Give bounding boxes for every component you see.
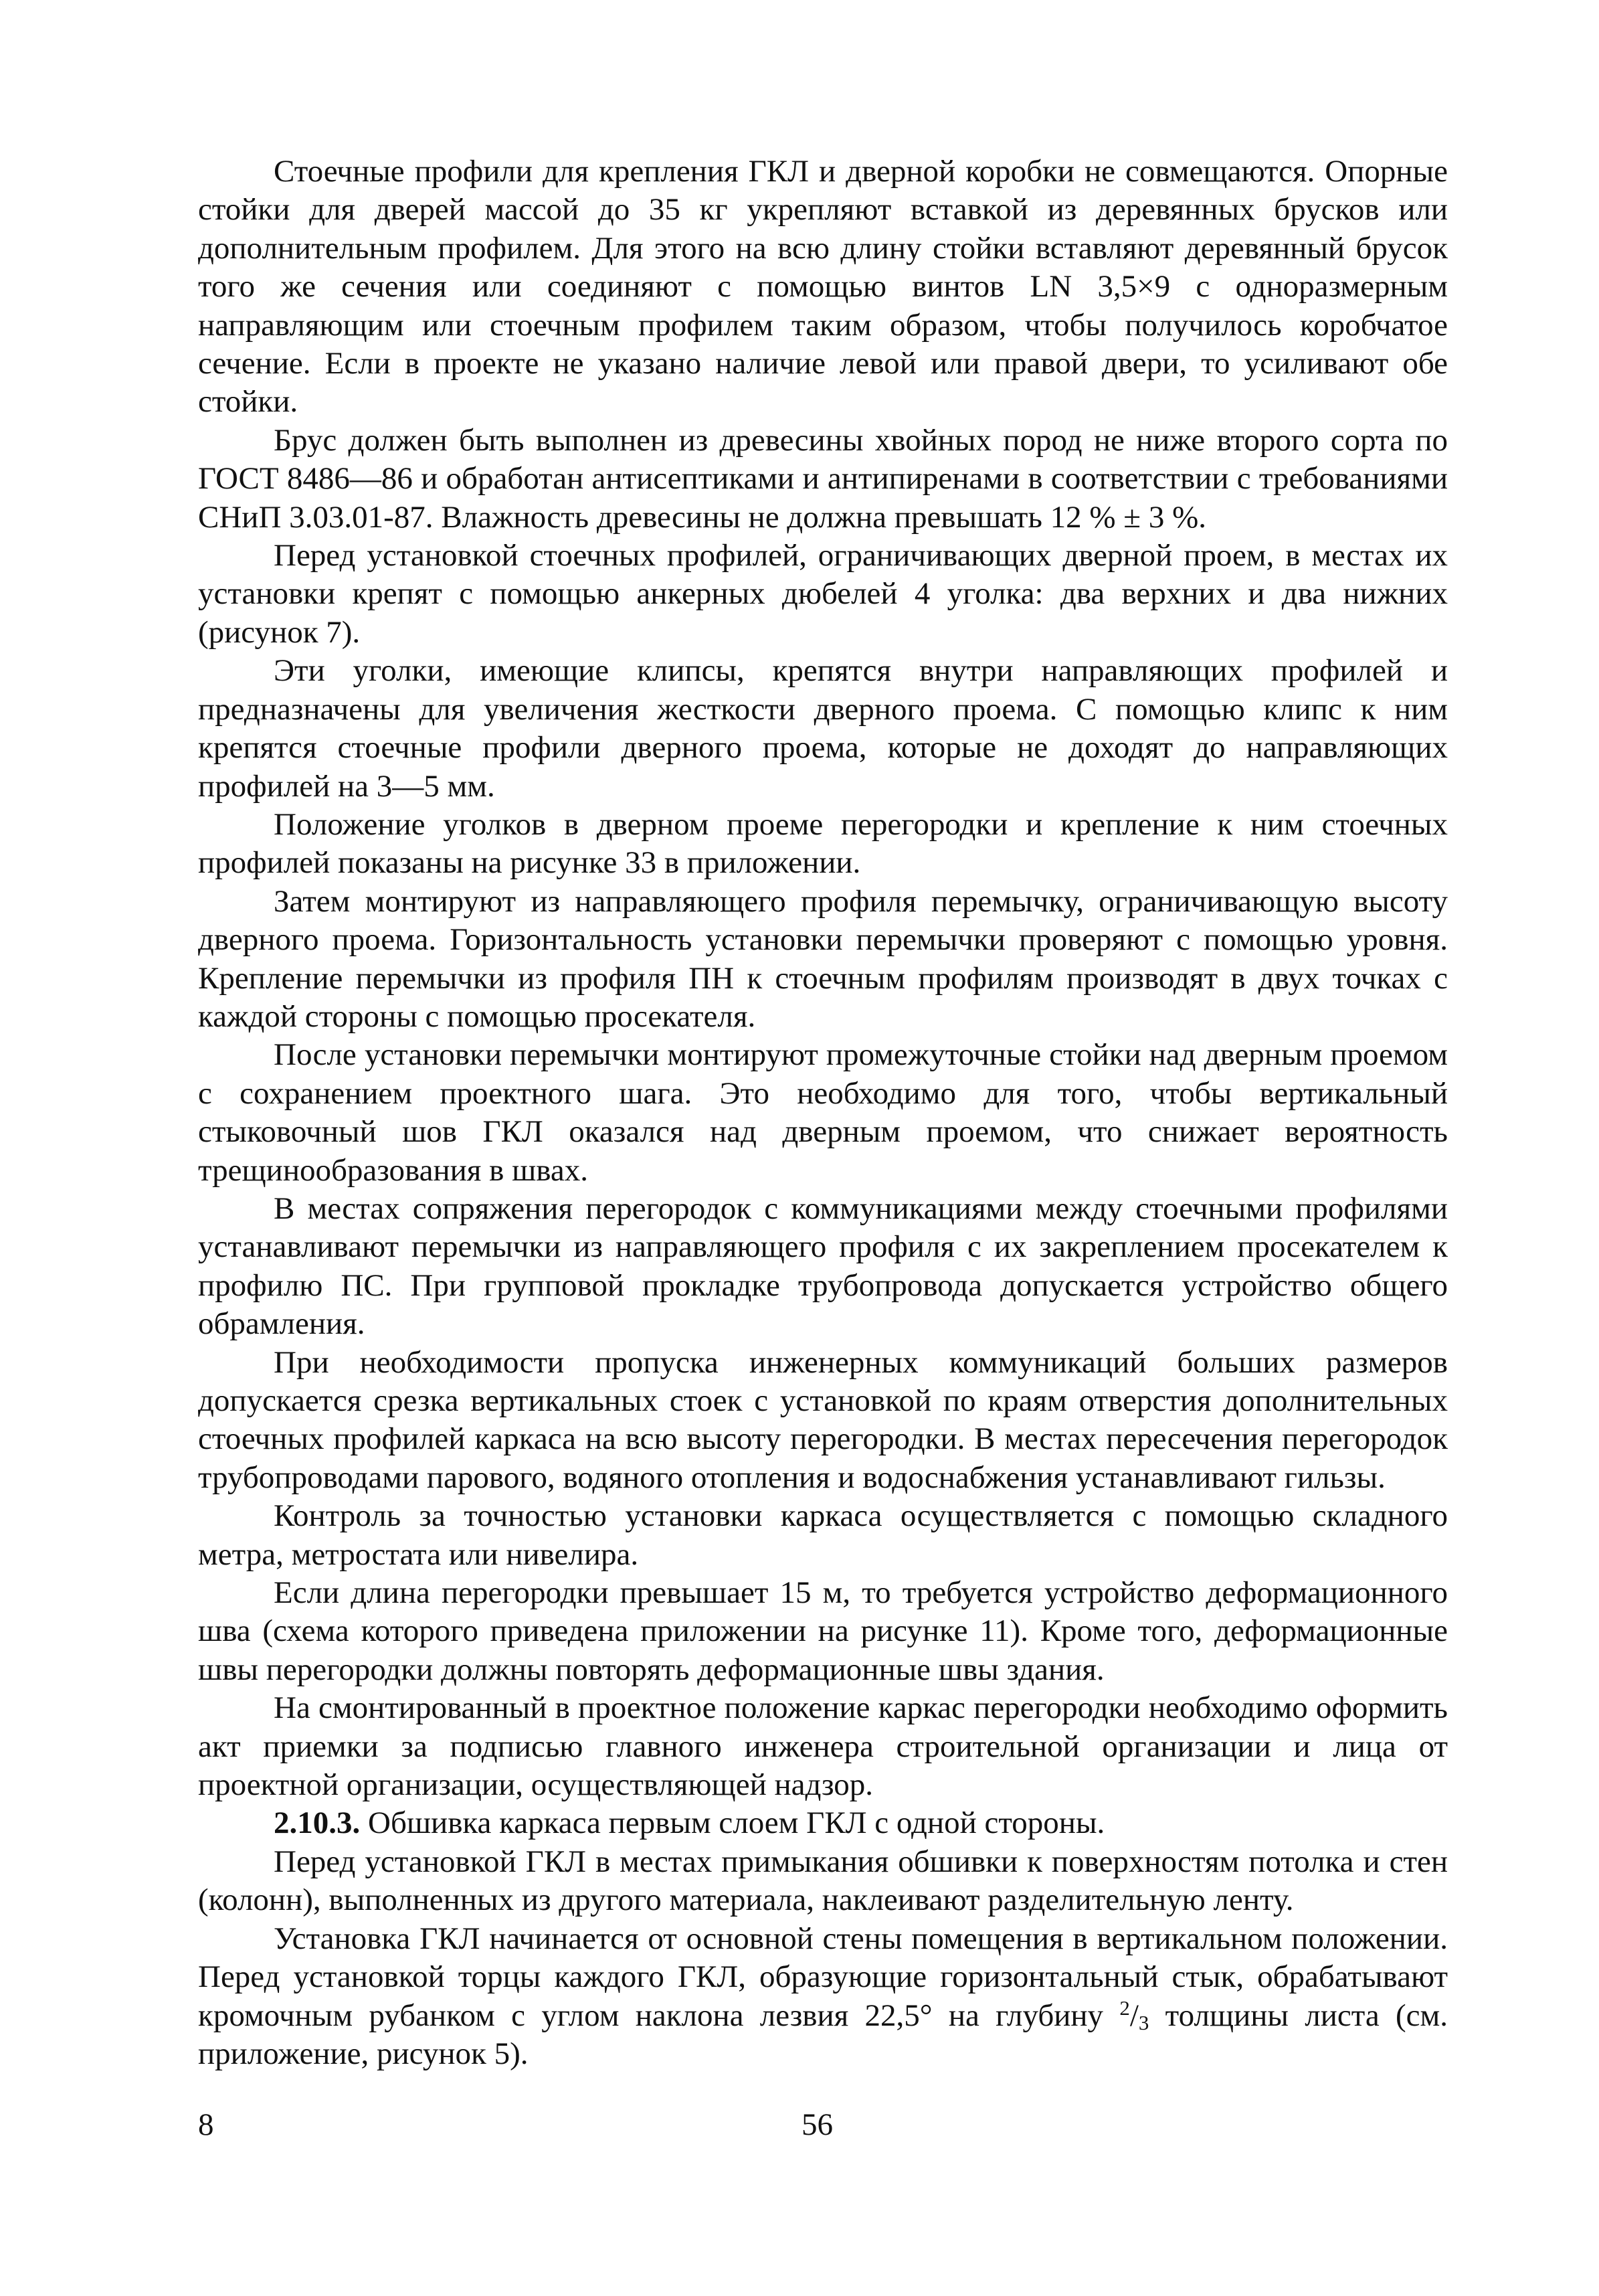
section-number: 2.10.3. <box>274 1805 361 1841</box>
section-heading <box>198 1804 1448 1842</box>
paragraph: В местах сопряжения перегородок с коммуникациями между стоечными профилями устанавливают перемычки из направляющего профиля с их закреплением просекателем к профилю ПС. При групповой прокладке трубопровода допускается устройство общего обрамления. <box>198 1190 1448 1342</box>
paragraph: При необходимости пропуска инженерных коммуникаций больших размеров допускается срезка вертикальных стоек с установкой по краям отверстия дополнительных стоечных профилей каркаса на всю высоту перегородки. В местах пересечения перегородок трубопроводами парового, водяного отопления и водоснабжения устанавливают гильзы. <box>198 1344 1448 1495</box>
document-page <box>198 153 1448 2073</box>
section-title: Обшивка каркаса первым слоем ГКЛ с одной стороны. <box>360 1805 1105 1841</box>
page-footer <box>198 2107 1448 2147</box>
footer-left-number: 8 <box>198 2107 214 2142</box>
paragraph: Стоечные профили для крепления ГКЛ и дверной коробки не совмещаются. Опорные стойки для дверей массой до 35 кг укрепляют вставкой из деревянных брусков или дополнительным профилем. Для этого на всю длину стойки вставляют деревянный брусок того же сечения или соединяют с помощью винтов LN 3,5×9 с одноразмерным направляющим или стоечным профилем таким образом, чтобы получилось коробчатое сечение. Если в проекте не указано наличие левой или правой двери, то усиливают обе стойки. <box>198 154 1448 420</box>
paragraph: Эти уголки, имеющие клипсы, крепятся внутри направляющих профилей и предназначены для увеличения жесткости дверного проема. С помощью клипс к ним крепятся стоечные профили дверного проема, которые не доходят до направляющих профилей на 3—5 мм. <box>198 653 1448 804</box>
paragraph: Положение уголков в дверном проеме перегородки и крепление к ним стоечных профилей показаны на рисунке 33 в приложении. <box>198 806 1448 881</box>
paragraph-last <box>198 1920 1448 2074</box>
paragraph: Если длина перегородки превышает 15 м, то требуется устройство деформационного шва (схема которого приведена приложении на рисунке 11). Кроме того, деформационные швы перегородки должны повторять деформационные швы здания. <box>198 1575 1448 1687</box>
paragraph: Контроль за точностью установки каркаса осуществляется с помощью складного метра, метростата или нивелира. <box>198 1498 1448 1572</box>
paragraph: На смонтированный в проектное положение каркас перегородки необходимо оформить акт приемки за подписью главного инженера строительной организации и лица от проектной организации, осуществляющей надзор. <box>198 1690 1448 1803</box>
fraction-numerator: 2 <box>1119 1996 1130 2020</box>
paragraph: Затем монтируют из направляющего профиля перемычку, ограничивающую высоту дверного проема. Горизонтальность установки перемычки проверяют с помощью уровня. Крепление перемычки из профиля ПН к стоечным профилям производят в двух точках с каждой стороны с помощью просекателя. <box>198 883 1448 1034</box>
paragraph: Брус должен быть выполнен из древесины хвойных пород не ниже второго сорта по ГОСТ 8486—86 и обработан антисептиками и антипиренами в соответствии с требованиями СНиП 3.03.01-87. Влажность древесины не должна превышать 12 % ± 3 %. <box>198 422 1448 535</box>
page-number: 56 <box>802 2107 833 2142</box>
paragraph: После установки перемычки монтируют промежуточные стойки над дверным проемом с сохранением проектного шага. Это необходимо для того, чтобы вертикальный стыковочный шов ГКЛ оказался над дверным проемом, что снижает вероятность трещинообразования в швах. <box>198 1037 1448 1188</box>
paragraph-text: Установка ГКЛ начинается от основной стены помещения в вертикальном положении. Перед установкой торцы каждого ГКЛ, образующие горизонтальный стык, обрабатывают кромочным рубанком с углом наклона лезвия 22,5° на глубину <box>198 1921 1448 2033</box>
fraction-denominator: 3 <box>1138 2010 1149 2034</box>
fraction: $^2/_3$ <box>1119 1996 1149 2034</box>
paragraph: Перед установкой ГКЛ в местах примыкания обшивки к поверхностям потолка и стен (колонн), выполненных из другого материала, наклеивают разделительную ленту. <box>198 1844 1448 1918</box>
paragraph-text-end: толщины листа (см. приложение, рисунок 5). <box>198 1998 1448 2071</box>
paragraph: Перед установкой стоечных профилей, ограничивающих дверной проем, в местах их установки крепят с помощью анкерных дюбелей 4 уголка: два верхних и два нижних (рисунок 7). <box>198 538 1448 650</box>
